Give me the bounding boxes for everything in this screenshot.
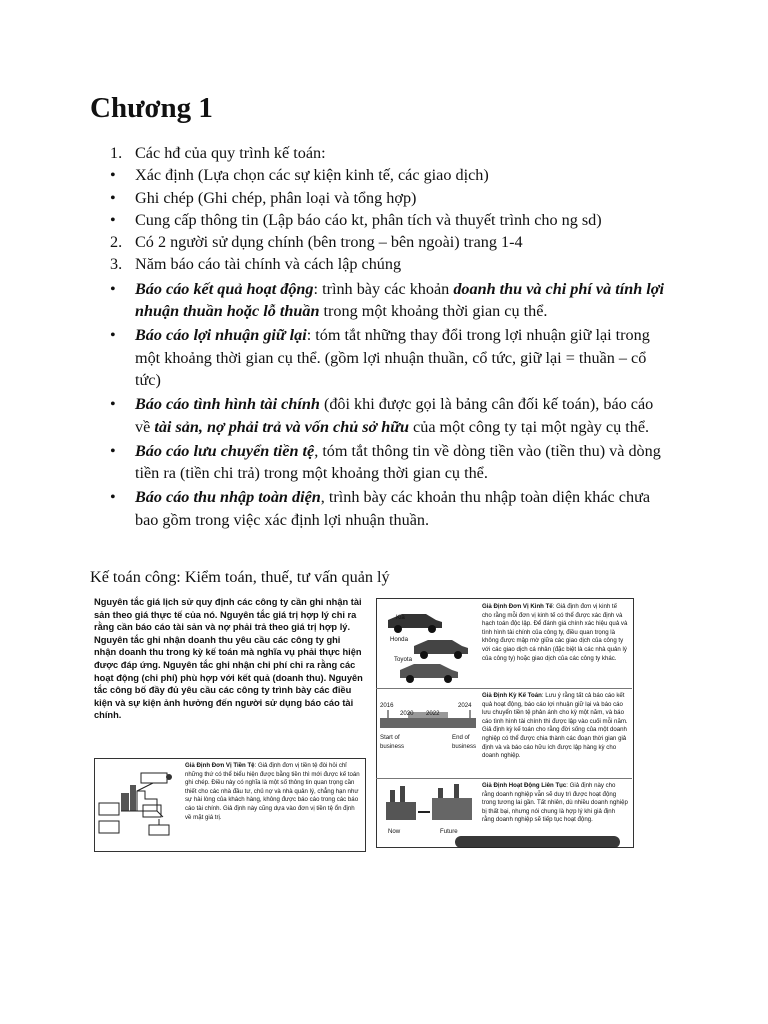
outline-item-text: , tóm tắt thông tin về dòng tiền vào (tiền thu) và dòng tiền ra (tiền chi trả) trong một khoảng thời gian cụ thể. xyxy=(135,441,661,483)
timeline-year-4: 2024 xyxy=(458,702,472,709)
outline-item-text: Các hđ của quy trình kế toán: xyxy=(135,144,326,162)
outline-item-text: trong một khoảng thời gian cụ thể. xyxy=(319,302,548,321)
section-divider xyxy=(376,688,632,689)
monetary-unit-box xyxy=(94,758,366,852)
outline-item-marker: • xyxy=(110,441,116,460)
monetary-unit-text: : Giả định đơn vị tiền tệ đòi hỏi chỉ những thứ có thể biểu hiện được bằng tiền thì mới được kế toán ghi chép. Điều này có nghĩa là một số thông tin quan trọng cần thiết cho các nhà đầu tư, chủ nợ và nhà quản lý, chẳng hạn như sự hài lòng của khách hàng, không được báo cáo trong các báo cáo tài chính. Giả định này cũng dựa vào đơn vị tiền tệ ổn định về mặt giá trị. xyxy=(185,762,360,821)
outline-item-marker: • xyxy=(110,326,116,345)
outline-item xyxy=(110,324,670,391)
accounting-period-text: : Lưu ý rằng tất cả báo cáo kết quả hoạt động, báo cáo lợi nhuận giữ lại và báo cáo lưu chuyển tiền tệ phản ánh cho kỳ một năm, và báo cáo tình hình tài chính thì được lập vào cuối mỗi năm. Giả định kỳ kế toán cho rằng đời sống của một doanh nghiệp có thể được chia thành các đoạn thời gian giả định và và báo cáo hữu ích được lập hàng kỳ cho doanh nghiệp. xyxy=(482,692,628,760)
outline-item-text: , trình bày các khoản thu nhập toàn diện khác chưa bao gồm trong việc xác định lợi nhuận thuần. xyxy=(135,488,651,529)
outline-item-marker: • xyxy=(110,395,116,414)
car-label-kia: Kia xyxy=(396,614,405,621)
outline-item-marker: 1. xyxy=(110,144,123,162)
scanned-textbook-excerpt-right xyxy=(376,598,634,848)
factory-diagram-illustration xyxy=(97,763,181,847)
outline-item xyxy=(110,187,670,209)
outline-item-marker: 2. xyxy=(110,233,123,252)
outline-item-emphasis: Báo cáo lưu chuyển tiền tệ xyxy=(135,441,315,460)
outline-item xyxy=(110,440,670,485)
outline-item xyxy=(110,393,670,438)
outline-item-emphasis: Báo cáo kết quả hoạt động xyxy=(135,279,314,298)
outline-item-text: Có 2 người sử dụng chính (bên trong – bên ngoài) trang 1-4 xyxy=(135,233,523,252)
section-divider-2 xyxy=(376,778,632,779)
timeline-year-2: 2020 xyxy=(400,710,414,717)
outline-item-text: Xác định (Lựa chọn các sự kiện kinh tế, các giao dịch) xyxy=(135,166,489,185)
scanned-textbook-excerpt-left xyxy=(94,596,368,852)
footer-line: Kế toán công: Kiểm toán, thuế, tư vấn quản lý xyxy=(90,568,390,586)
outline-item-emphasis: Báo cáo lợi nhuận giữ lại xyxy=(135,326,307,345)
outline-item-text: Năm báo cáo tài chính và cách lập chúng xyxy=(135,255,402,274)
going-concern-text: : Giả định này cho rằng doanh nghiệp vẫn sẽ duy trì được hoạt động trong tương lai gần. Tất nhiên, dù nhiều doanh nghiệp bị thất bại, nhưng nói chung là hợp lý khi giả định rằng doanh nghiệp sẽ tiếp tục hoạt động. xyxy=(482,782,628,824)
timeline-end-label: End of business xyxy=(452,734,477,750)
outline-item-marker: • xyxy=(110,279,116,298)
outline-item xyxy=(110,164,670,186)
outline-item-emphasis: Báo cáo tình hình tài chính xyxy=(135,395,320,414)
outline-item xyxy=(110,209,670,231)
outline-item xyxy=(110,486,670,531)
outline-item-text: Ghi chép (Ghi chép, phân loại và tổng hợp) xyxy=(135,188,417,207)
accounting-period-title: Giả Định Kỳ Kế Toán xyxy=(482,692,542,699)
outline-item xyxy=(110,142,670,164)
outline-item-marker: 3. xyxy=(110,255,123,274)
economic-entity-text: : Giả định đơn vị kinh tế cho rằng mỗi đơn vị kinh tế có thể được xác định và hạch toán độc lập. Để đánh giá chính xác hiệu quả và tình hình tài chính của công ty, điều quan trọng là không được mập mờ giữa các giao dịch của công ty với các giao dịch cá nhân (đặc biệt là các nhà quản lý của công ty) hoặc giao dịch của các công ty khác. xyxy=(482,603,628,662)
outline-item-marker: • xyxy=(110,166,116,185)
outline-item-text: Cung cấp thông tin (Lập báo cáo kt, phân tích và thuyết trình cho ng sd) xyxy=(135,210,602,229)
outline-item-text: (đôi khi được gọi là bảng cân đối kế toán), báo cáo về xyxy=(135,395,654,436)
outline-item-marker: • xyxy=(110,488,116,507)
outline-item xyxy=(110,253,670,275)
outline-item-marker: • xyxy=(110,188,116,207)
outline-item xyxy=(110,231,670,253)
factory-illustration xyxy=(380,784,480,824)
economic-entity-title: Giả Định Đơn Vị Kinh Tế xyxy=(482,603,553,610)
outline-item-text: của một công ty tại một ngày cụ thể. xyxy=(409,417,650,436)
outline-item-marker: • xyxy=(110,210,116,229)
now-label: Now xyxy=(388,828,401,835)
future-label: Future xyxy=(440,828,458,835)
car-label-toyota: Toyota xyxy=(394,656,412,663)
timeline-year-3: 2022 xyxy=(426,710,440,717)
timeline-start-label: Start of business xyxy=(380,734,405,750)
outline-item-emphasis: doanh thu và chi phí và tính lợi nhuận thuần hoặc lỗ thuần xyxy=(135,279,664,321)
chapter-heading: Chương 1 xyxy=(90,92,213,124)
timeline-year-1: 2016 xyxy=(380,702,394,709)
outline-item xyxy=(110,278,670,323)
chapter-outline-list xyxy=(110,142,670,531)
outline-item-text: : tóm tắt những thay đổi trong lợi nhuận giữ lại trong một khoảng thời gian cụ thể. (gồm lợi nhuận thuần, cổ tức, giữ lại = thuần – cổ tức) xyxy=(135,326,650,389)
viewer-overlay-bar[interactable] xyxy=(455,836,620,848)
going-concern-title: Giả Định Hoạt Động Liên Tục xyxy=(482,782,567,789)
outline-item-emphasis: tài sản, nợ phải trả và vốn chủ sở hữu xyxy=(154,417,409,436)
outline-item-text: : trình bày các khoản xyxy=(313,279,454,298)
outline-item-emphasis: Báo cáo thu nhập toàn diện xyxy=(135,488,321,507)
monetary-unit-title: Giả Định Đơn Vị Tiền Tệ xyxy=(185,762,255,769)
principles-paragraph: Nguyên tắc giá lịch sử quy định các công ty cần ghi nhận tài sản theo giá thực tế của nó. Nguyên tắc giá trị hợp lý chỉ ra rằng cần báo cáo tài sản và nợ phải trả theo giá trị hợp lý. Nguyên tắc ghi nhận doanh thu yêu cầu các công ty ghi nhận doanh thu trong kỳ kế toán mà nghĩa vụ phải thực hiện được đáp ứng. Nguyên tắc ghi nhận chi phí chỉ ra rằng các hoạt động (chi phí) phù hợp với kết quả (doanh thu). Nguyên tắc công bố đầy đủ yêu cầu các công ty trình bày các điều kiện và sự kiện ảnh hưởng đến người sử dụng báo cáo tài chính. xyxy=(94,597,363,721)
car-label-honda: Honda xyxy=(390,636,408,643)
